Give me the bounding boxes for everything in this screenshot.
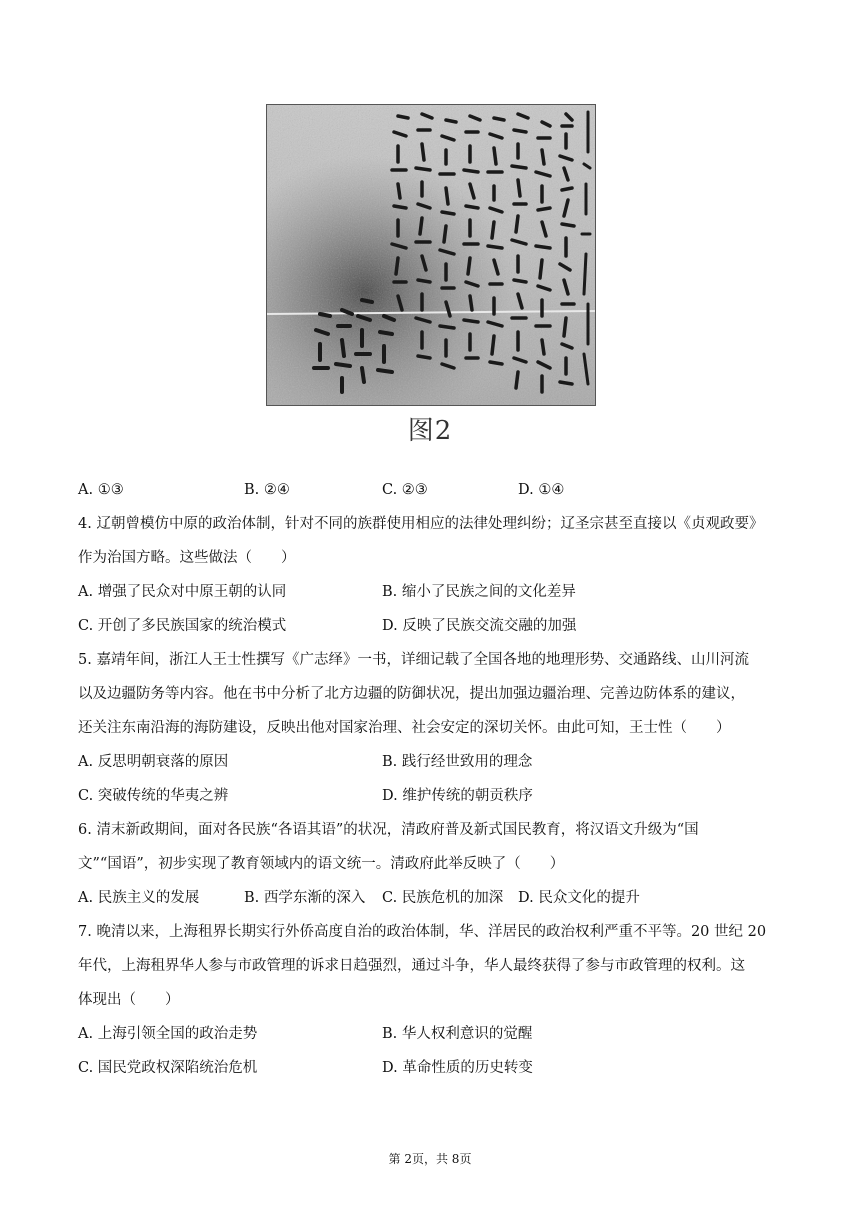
page-number: 第 2页，共 8页 xyxy=(388,1152,472,1166)
q5-stem-line3: 还关注东南沿海的海防建设，反映出他对国家治理、社会安定的深切关怀。由此可知，王士性（ ） xyxy=(78,720,731,736)
q6-option-c: C. 民族危机的加深 xyxy=(382,890,504,906)
q4-option-b: B. 缩小了民族之间的文化差异 xyxy=(382,584,576,600)
q5-stem-line1: 5. 嘉靖年间，浙江人王士性撰写《广志绎》一书，详细记载了全国各地的地理形势、交通路线、山川河流 xyxy=(78,652,749,668)
q3-option-b: B. ②④ xyxy=(244,482,290,498)
q4-option-a: A. 增强了民众对中原王朝的认同 xyxy=(78,584,287,600)
q5-option-d: D. 维护传统的朝贡秩序 xyxy=(382,788,533,804)
q4-option-c: C. 开创了多民族国家的统治模式 xyxy=(78,618,287,634)
q6-option-a: A. 民族主义的发展 xyxy=(78,890,200,906)
q4-stem-line2: 作为治国方略。这些做法（ ） xyxy=(78,550,296,566)
q6-option-b: B. 西学东渐的深入 xyxy=(244,890,366,906)
q5-option-a: A. 反思明朝衰落的原因 xyxy=(78,754,229,770)
q7-stem-line3: 体现出（ ） xyxy=(78,992,180,1008)
manuscript-figure xyxy=(266,104,596,406)
q5-option-b: B. 践行经世致用的理念 xyxy=(382,754,533,770)
q7-stem-line2: 年代，上海租界华人参与市政管理的诉求日趋强烈，通过斗争，华人最终获得了参与市政管理的权利。这 xyxy=(78,958,745,974)
q7-option-b: B. 华人权利意识的觉醒 xyxy=(382,1026,533,1042)
q5-option-c: C. 突破传统的华夷之辨 xyxy=(78,788,229,804)
q3-option-a: A. ①③ xyxy=(78,482,124,498)
q7-stem-line1: 7. 晚清以来，上海租界长期实行外侨高度自治的政治体制，华、洋居民的政治权利严重不平等。20 世纪 20 xyxy=(78,924,767,940)
q3-option-c: C. ②③ xyxy=(382,482,428,498)
manuscript-image xyxy=(266,104,596,406)
q7-option-d: D. 革命性质的历史转变 xyxy=(382,1060,533,1076)
q5-stem-line2: 以及边疆防务等内容。他在书中分析了北方边疆的防御状况，提出加强边疆治理、完善边防体系的建议， xyxy=(78,686,745,702)
q7-option-c: C. 国民党政权深陷统治危机 xyxy=(78,1060,258,1076)
q6-stem-line1: 6. 清末新政期间，面对各民族“各语其语”的状况，清政府普及新式国民教育，将汉语文升级为“国 xyxy=(78,822,699,838)
q4-stem-line1: 4. 辽朝曾模仿中原的政治体制，针对不同的族群使用相应的法律处理纠纷；辽圣宗甚至直接以《贞观政要》 xyxy=(78,516,764,532)
q6-stem-line2: 文”“国语”，初步实现了教育领域内的语文统一。清政府此举反映了（ ） xyxy=(78,856,565,872)
q6-option-d: D. 民众文化的提升 xyxy=(518,890,640,906)
figure-caption: 图2 xyxy=(407,416,453,446)
q4-option-d: D. 反映了民族交流交融的加强 xyxy=(382,618,577,634)
q7-option-a: A. 上海引领全国的政治走势 xyxy=(78,1026,258,1042)
q3-option-d: D. ①④ xyxy=(518,482,565,498)
